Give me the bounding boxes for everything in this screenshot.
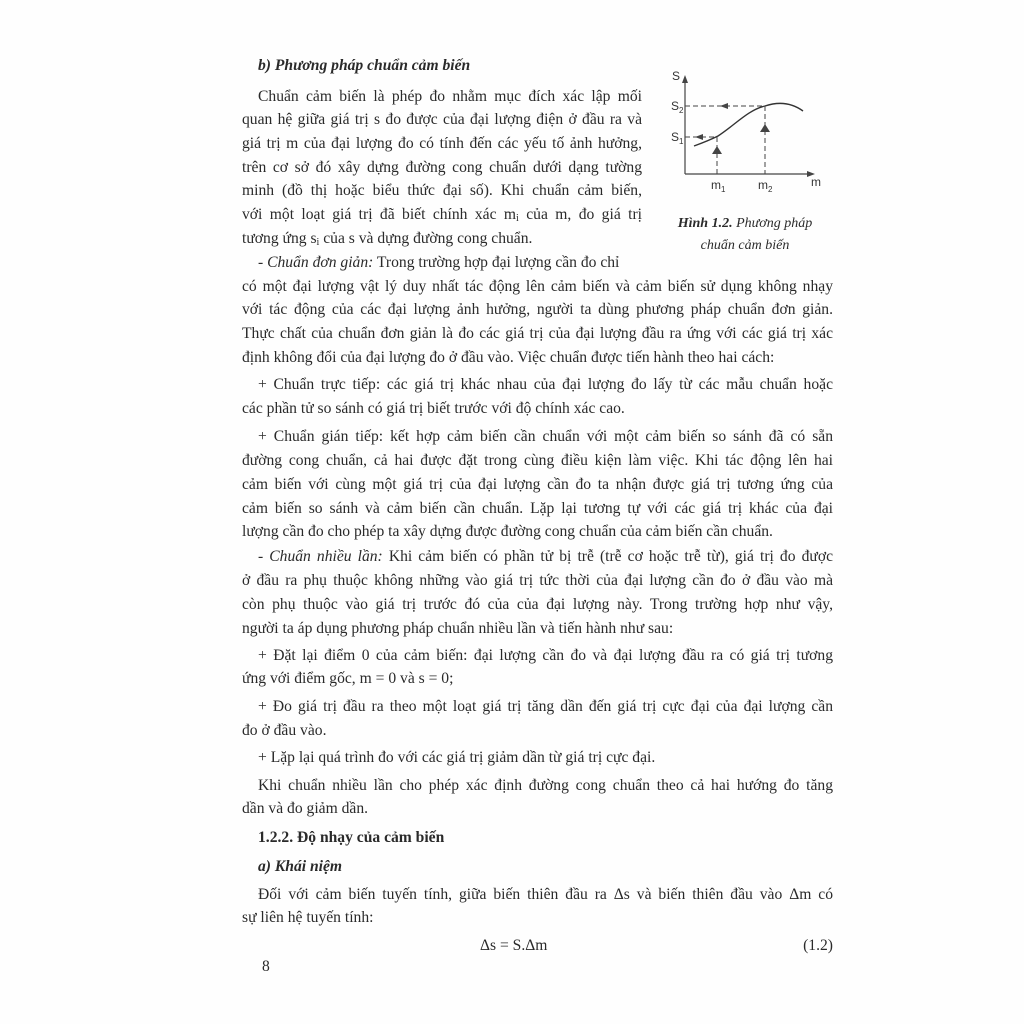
section-heading-b: b) Phương pháp chuẩn cảm biến <box>258 57 471 74</box>
sensitivity-line-2: sự liên hệ tuyến tính: <box>242 909 374 926</box>
conclusion-line-2: dần và đo giảm dần. <box>242 800 369 817</box>
s2-label: $S_2$ <box>671 99 684 115</box>
direct-calibration-line-2: các phần tử so sánh có giá trị biết trước với độ chính xác cao. <box>242 400 625 417</box>
multiple-calibration-line-2: ở đầu ra phụ thuộc không những vào giá trị tức thời của đại lượng cần đo ở đầu vào mà <box>242 572 833 589</box>
calibration-curve-figure <box>660 60 830 195</box>
step-1-line-2: ứng với điểm gốc, m = 0 và s = 0; <box>242 670 454 687</box>
m1-up-arrow-icon <box>712 146 722 154</box>
text: của m, đo giá trị <box>518 206 642 223</box>
simple-calibration-line-2: có một đại lượng vật lý duy nhất tác động lên cảm biến và cảm biến sử dụng không nhạy <box>242 278 833 295</box>
step-2-line-2: đo ở đầu vào. <box>242 722 327 739</box>
step-2-line-1: + Đo giá trị đầu ra theo một loạt giá trị tăng dần đến giá trị cực đại của đại lượng cần <box>258 698 833 715</box>
m2-label: $m_2$ <box>758 178 773 194</box>
indirect-calibration-line-1: + Chuẩn gián tiếp: kết hợp cảm biến cần chuẩn với một cảm biến so sánh đã có sẵn <box>258 428 833 445</box>
text: với một loạt giá trị đã biết chính xác m <box>242 206 517 223</box>
formula: Δs = S.Δm <box>480 937 548 954</box>
indirect-calibration-line-4: cảm biến so sánh và cảm biến cần chuẩn. Lặp lại tương tự với các giá trị khác của đại <box>242 500 833 517</box>
simple-calibration-line-4: Thực chất của chuẩn đơn giản là đo các giá trị của đại lượng đầu ra ứng với các giá trị xác <box>242 325 833 342</box>
intro-line-2: quan hệ giữa giá trị s đo được của đại lượng điện ở đầu ra và <box>242 111 642 128</box>
calibration-curve <box>694 103 803 146</box>
term-label: - Chuẩn đơn giản: <box>258 254 374 271</box>
multiple-calibration-line-4: người ta áp dụng phương pháp chuẩn nhiều lần và tiến hành như sau: <box>242 620 674 637</box>
equation-number: (1.2) <box>803 937 833 954</box>
text: của s và dựng đường cong chuẩn. <box>319 230 533 247</box>
simple-calibration-line-5: định không đổi của đại lượng đo ở đầu vào. Việc chuẩn được tiến hành theo hai cách: <box>242 349 775 366</box>
intro-line-1: Chuẩn cảm biến là phép đo nhằm mục đích xác lập mối <box>258 88 642 105</box>
indirect-calibration-line-2: đường cong chuẩn, cả hai được đặt trong cùng điều kiện làm việc. Khi tác động lên hai <box>242 452 833 469</box>
sensitivity-line-1: Đối với cảm biến tuyến tính, giữa biến thiên đầu ra Δs và biến thiên đầu vào Δm có <box>258 886 833 903</box>
text: Khi cảm biến có phần tử bị trễ (trễ cơ hoặc trễ từ), giá trị đo được <box>382 548 833 565</box>
intro-line-7 <box>242 229 642 249</box>
indirect-calibration-line-3: cảm biến với cùng một giá trị của đại lượng cần đo ta nhận được giá trị tương ứng của <box>242 476 833 493</box>
figure-number: Hình 1.2. <box>677 216 733 231</box>
intro-line-3: giá trị m của đại lượng đo có tính đến các yếu tố ảnh hưởng, <box>242 135 642 152</box>
page-number: 8 <box>262 958 270 975</box>
figure-caption-line-1 <box>655 214 835 234</box>
multiple-calibration-line-1 <box>258 547 833 567</box>
s1-left-arrow-icon <box>695 134 703 140</box>
multiple-calibration-line-3: còn phụ thuộc vào giá trị trước đó của của đại lượng này. Trong trường hợp như vậy, <box>242 596 833 613</box>
simple-calibration-line-1 <box>258 253 642 273</box>
intro-line-6 <box>242 205 642 225</box>
intro-line-5: minh (đồ thị hoặc biểu thức đại số). Khi chuẩn cảm biến, <box>242 182 642 199</box>
y-axis-label: S <box>672 69 681 83</box>
direct-calibration-line-1: + Chuẩn trực tiếp: các giá trị khác nhau của đại lượng đo lấy từ các mẫu chuẩn hoặc <box>258 376 833 393</box>
text: Trong trường hợp đại lượng cần đo chỉ <box>373 254 620 271</box>
section-heading-1-2-2: 1.2.2. Độ nhạy của cảm biến <box>258 829 445 846</box>
subsection-heading-a: a) Khái niệm <box>258 858 343 875</box>
s1-label: $S_1$ <box>671 130 684 146</box>
text: tương ứng s <box>242 230 317 247</box>
m1-label: $m_1$ <box>711 178 726 194</box>
x-axis-label: m <box>811 175 821 189</box>
conclusion-line-1: Khi chuẩn nhiều lần cho phép xác định đường cong chuẩn theo cả hai hướng đo tăng <box>258 777 833 794</box>
figure-caption-line-2: chuẩn cảm biến <box>700 238 790 253</box>
subscript: i <box>316 237 320 248</box>
m2-up-arrow-icon <box>760 124 770 132</box>
y-axis-arrow-icon <box>682 75 688 83</box>
indirect-calibration-line-5: lượng cần đo cho phép ta xây dựng được đường cong chuẩn của cảm biến cần chuẩn. <box>242 523 773 540</box>
intro-line-4: trên cơ sở đó xây dựng đường cong chuẩn dưới dạng tường <box>242 159 642 176</box>
text: Phương pháp <box>732 216 813 231</box>
simple-calibration-line-3: với tác động của các đại lượng ảnh hưởng, người ta dùng phương pháp chuẩn đơn giản. <box>242 301 833 318</box>
s2-left-arrow-icon <box>720 103 728 109</box>
step-1-line-1: + Đặt lại điểm 0 của cảm biến: đại lượng cần đo và đại lượng đầu ra có giá trị tương <box>258 647 833 664</box>
subscript: i <box>516 213 519 224</box>
step-3-line-1: + Lặp lại quá trình đo với các giá trị giảm dần từ giá trị cực đại. <box>258 749 656 766</box>
term-label: - Chuẩn nhiều lần: <box>258 548 383 565</box>
